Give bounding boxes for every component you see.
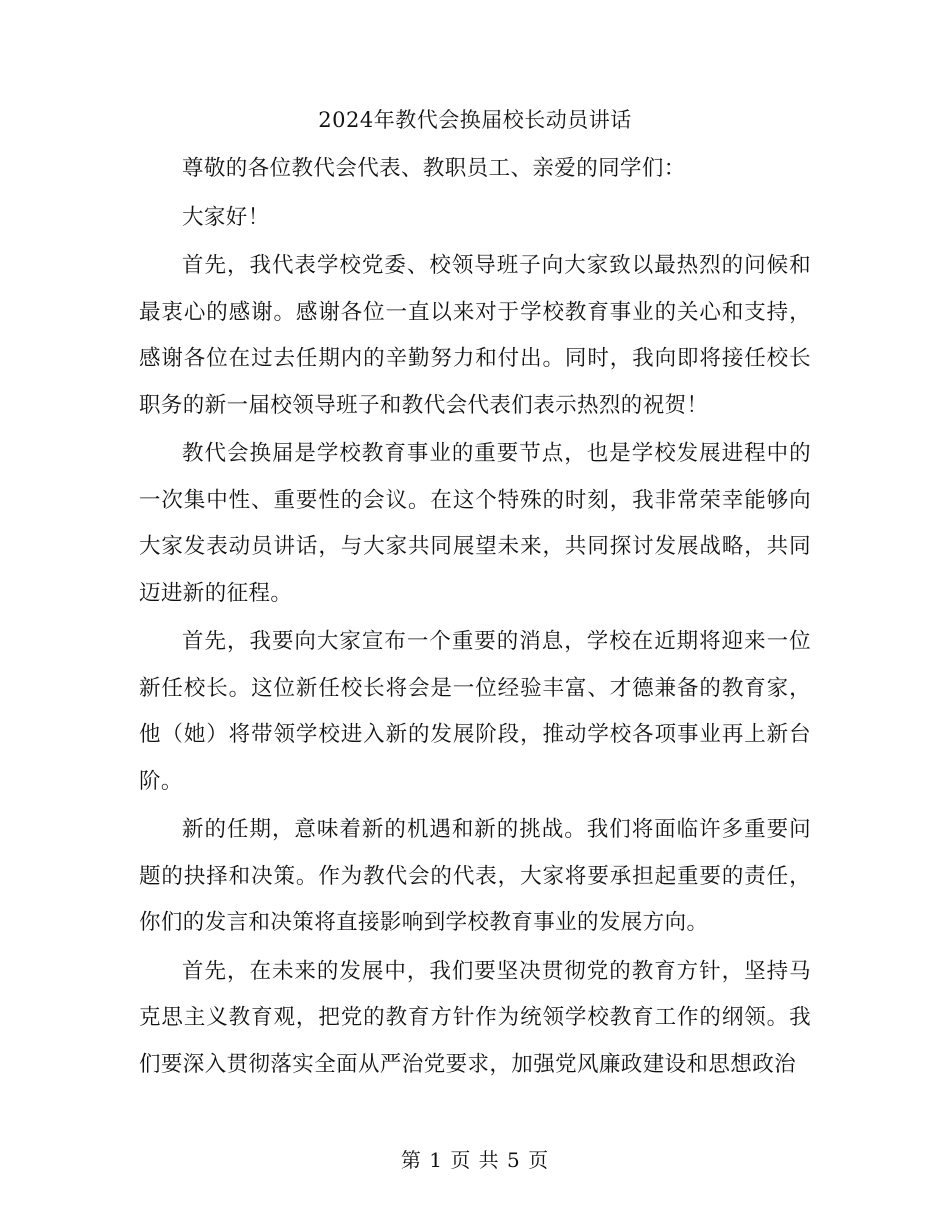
greeting-paragraph: 大家好！: [182, 204, 270, 230]
body-paragraph: 首先，我代表学校党委、校领导班子向大家致以最热烈的问候和最衷心的感谢。感谢各位一直以来对于学校教育事业的关心和支持，感谢各位在过去任期内的辛勤努力和付出。同时，我向即将接任校长职务的新一届校领导班子和教代会代表们表示热烈的祝贺！: [139, 253, 811, 418]
body-paragraph: 教代会换届是学校教育事业的重要节点，也是学校发展进程中的一次集中性、重要性的会议。在这个特殊的时刻，我非常荣幸能够向大家发表动员讲话，与大家共同展望未来，共同探讨发展战略，共同迈进新的征程。: [139, 441, 811, 606]
body-paragraph: 首先，我要向大家宣布一个重要的消息，学校在近期将迎来一位新任校长。这位新任校长将会是一位经验丰富、才德兼备的教育家，他（她）将带领学校进入新的发展阶段，推动学校各项事业再上新台阶。: [139, 629, 811, 794]
body-paragraph: 首先，在未来的发展中，我们要坚决贯彻党的教育方针，坚持马克思主义教育观，把党的教育方针作为统领学校教育工作的纲领。我们要深入贯彻落实全面从严治党要求，加强党风廉政建设和思想政治: [139, 958, 811, 1077]
document-body: [139, 146, 811, 1090]
body-paragraph: 新的任期，意味着新的机遇和新的挑战。我们将面临许多重要问题的抉择和决策。作为教代会的代表，大家将要承担起重要的责任，你们的发言和决策将直接影响到学校教育事业的发展方向。: [139, 817, 811, 935]
page-indicator: 第 1 页 共 5 页: [400, 1148, 550, 1172]
document-title: 2024年教代会换届校长动员讲话: [318, 108, 632, 132]
salutation-paragraph: 尊敬的各位教代会代表、教职员工、亲爱的同学们：: [182, 156, 686, 181]
